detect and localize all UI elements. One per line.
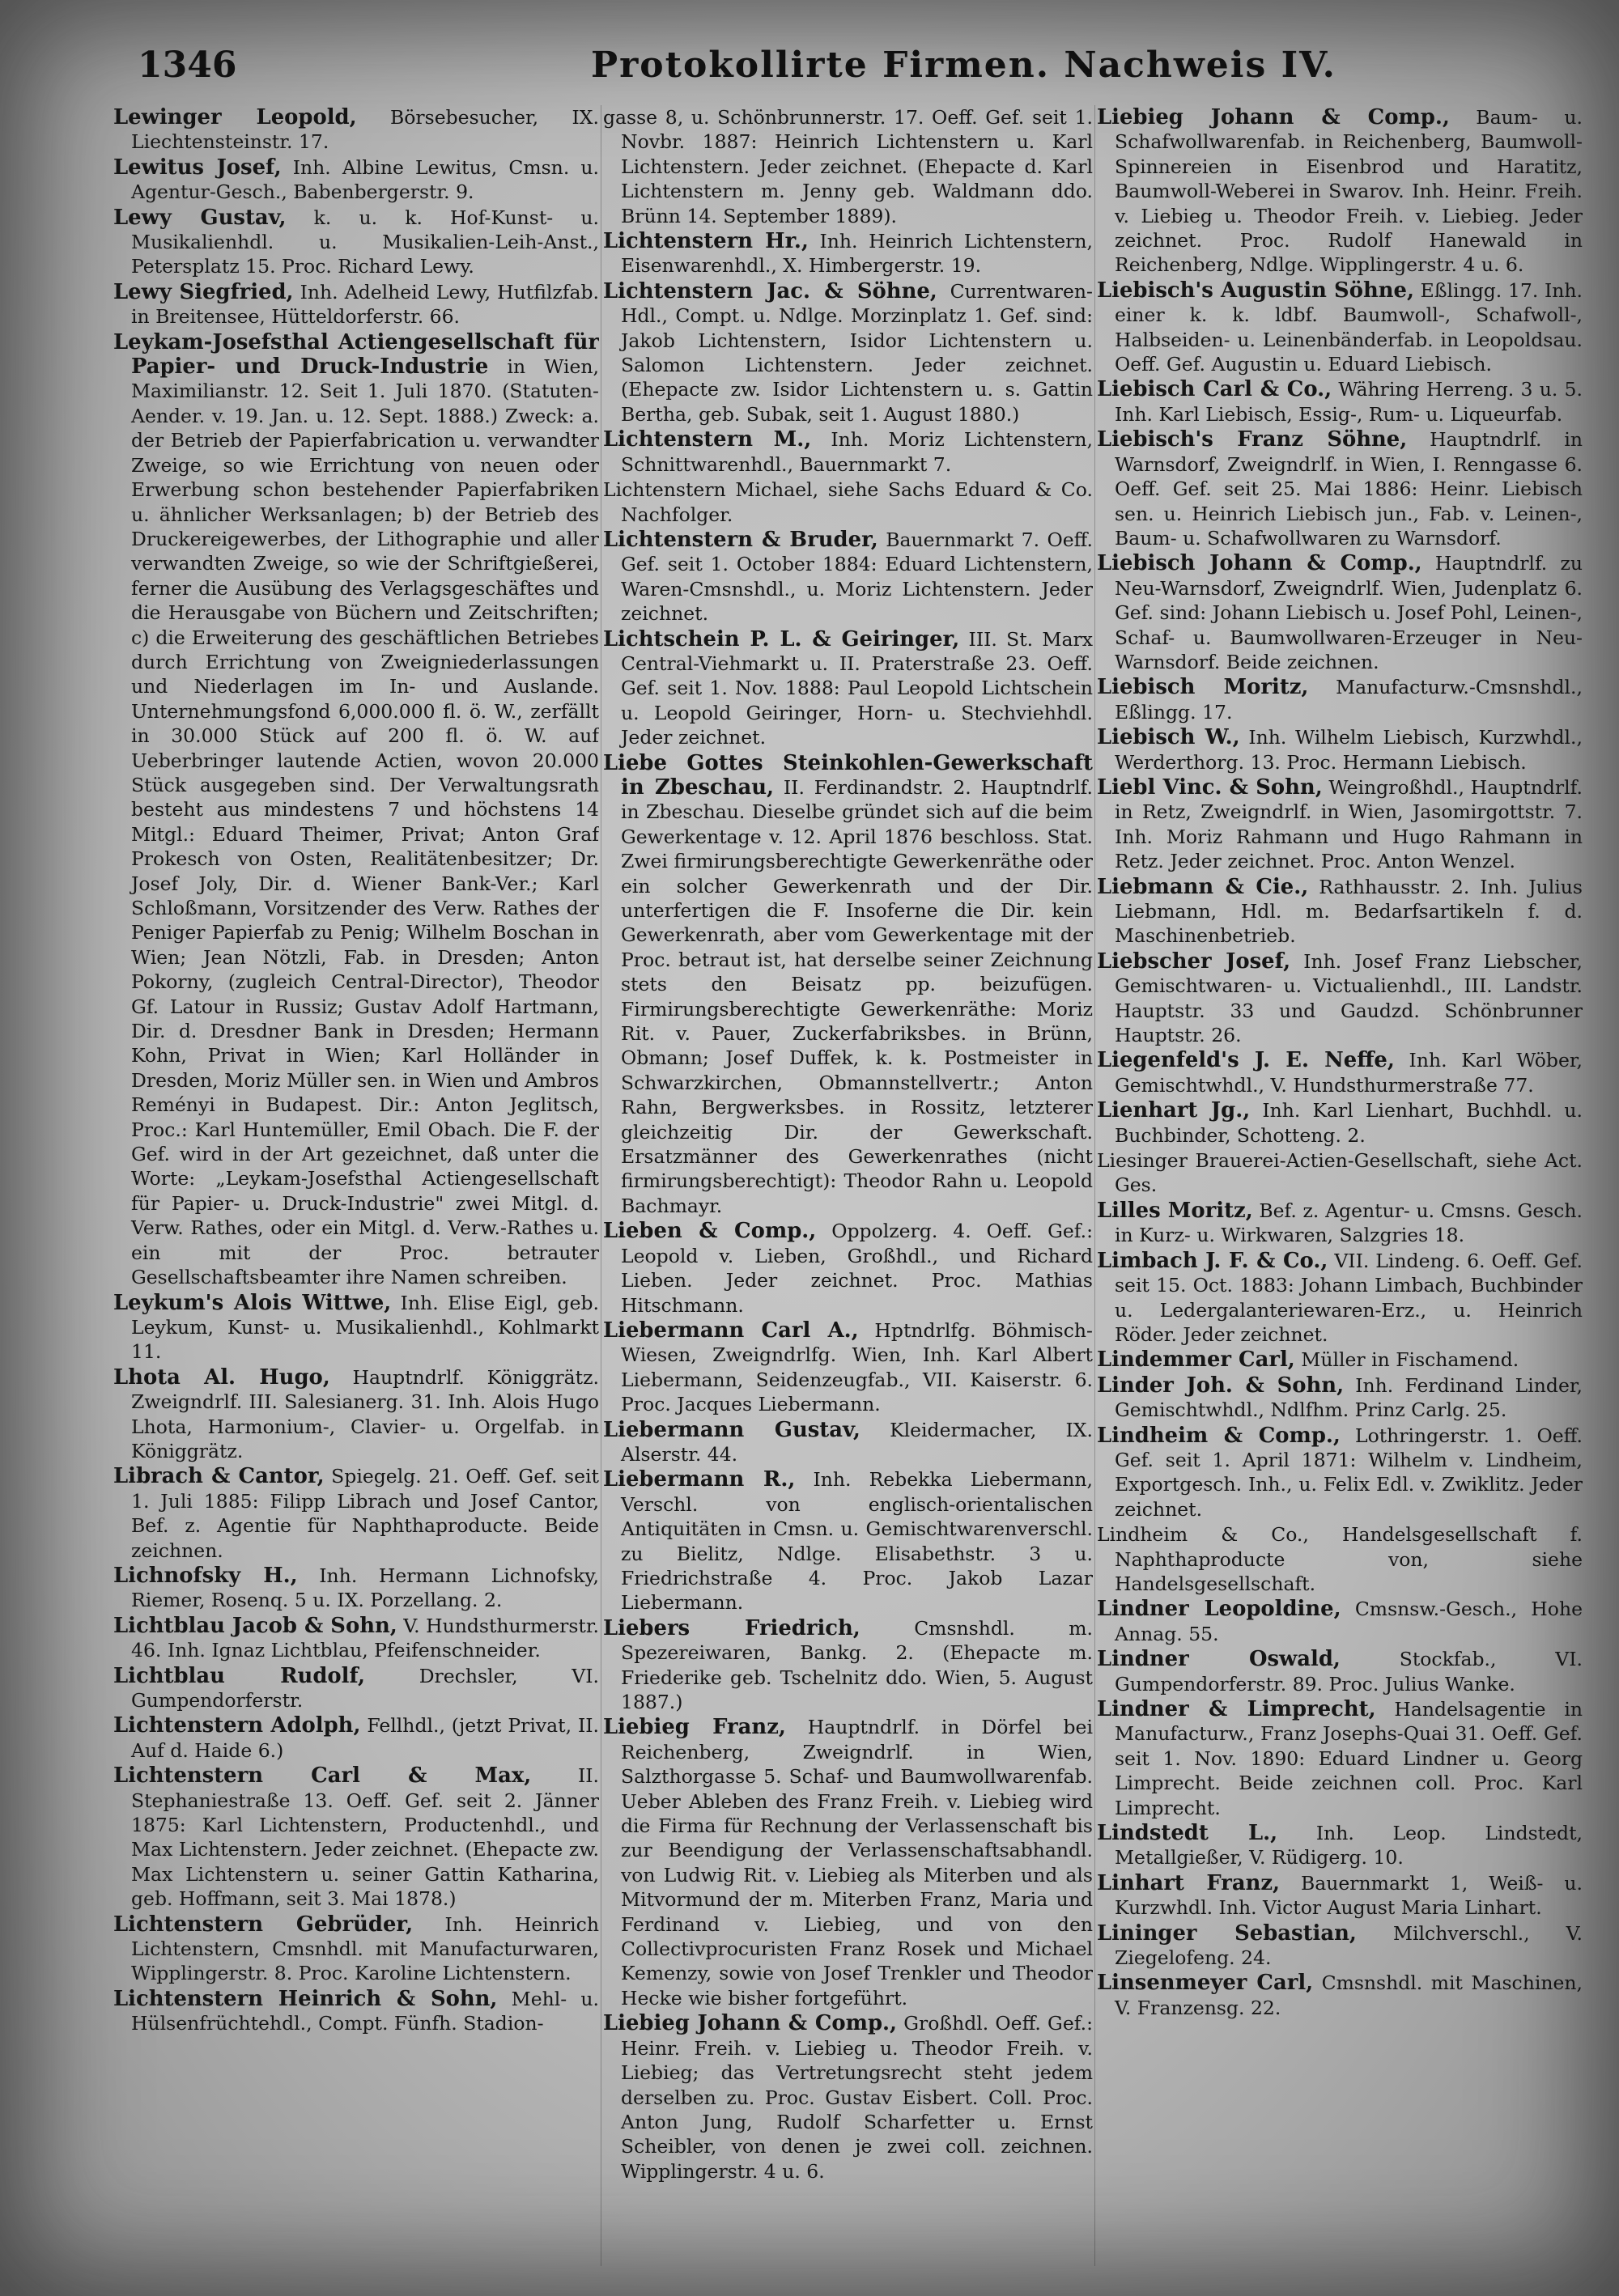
- firm-name: Lichtenstern Carl & Max,: [113, 1763, 532, 1789]
- directory-entry: [1097, 675, 1583, 724]
- firm-details: Eßlingg. 17. Inh. einer k. k. ldbf. Baumwoll-, Schafwoll-, Halbseiden- u. Leinenbänderfab. in Leopoldsau. Oeff. Gef. Augustin u. Eduard Liebisch.: [1115, 278, 1583, 376]
- firm-details: Inh. Rebekka Liebermann, Verschl. von englisch-orientalischen Antiquitäten in Cmsn. u. Gemischtwarenverschl. zu Bielitz, Ndlge. Elisabethstr. 3 u. Friedrichstraße 4. Proc. Jakob Lazar Liebermann.: [621, 1468, 1093, 1615]
- firm-details: Hptndrlfg. Böhmisch-Wiesen, Zweigndrlfg. Wien, Inh. Karl Albert Liebermann, Seidenzeugfab., VII. Kaiserstr. 6. Proc. Jacques Liebermann.: [621, 1318, 1093, 1416]
- firm-name: Lichtenstern M.,: [603, 427, 812, 452]
- firm-name: Liebers Friedrich,: [603, 1615, 860, 1640]
- firm-name: Lichtenstern Hr.,: [603, 229, 809, 254]
- firm-details: Lindheim & Co., Handelsgesellschaft f. Naphthaproducte von, siehe Handelsgesellschaft.: [1097, 1523, 1583, 1595]
- directory-entry: [1097, 1048, 1583, 1097]
- firm-name: Lindner & Limprecht,: [1097, 1697, 1376, 1721]
- directory-entry: [113, 1614, 599, 1663]
- directory-entry: [603, 751, 1093, 1219]
- firm-name: Linder Joh. & Sohn,: [1097, 1373, 1345, 1398]
- firm-details: Fellhdl., (jetzt Privat, II. Auf d. Haide 6.): [131, 1714, 599, 1762]
- firm-details: Inh. Heinrich Lichtenstern, Eisenwarenhdl., X. Himbergerstr. 19.: [621, 230, 1093, 278]
- firm-details: Inh. Moriz Lichtenstern, Schnittwarenhdl., Bauernmarkt 7.: [621, 428, 1093, 476]
- directory-entry: [113, 1763, 599, 1911]
- firm-name: Lichtblau Rudolf,: [113, 1663, 366, 1688]
- firm-name: Liebisch's Augustin Söhne,: [1097, 278, 1414, 303]
- firm-name: Liebermann Gustav,: [603, 1417, 860, 1442]
- firm-details: Rathhausstr. 2. Inh. Julius Liebmann, Hdl. m. Bedarfsartikeln f. d. Maschinenbetrieb.: [1115, 875, 1583, 948]
- directory-entry: [1097, 1597, 1583, 1646]
- directory-entry: [1097, 1347, 1583, 1372]
- firm-details: Cmsnsw.-Gesch., Hohe Annag. 55.: [1115, 1598, 1583, 1645]
- firm-details: Cmsnshdl. m. Spezereiwaren, Bankg. 2. (Ehepacte m. Friederike geb. Tschelnitz ddo. Wien, 5. August 1887.): [621, 1616, 1093, 1713]
- firm-details: Hauptndrlf. zu Neu-Warnsdorf, Zweigndrlf. Wien, Judenplatz 6. Gef. sind: Johann Liebisch u. Josef Pohl, Leinen-, Schaf- u. Baumwollwaren-Erzeuger in Neu-Warnsdorf. Beide zeichnen.: [1115, 552, 1583, 673]
- firm-name: Lininger Sebastian,: [1097, 1920, 1357, 1946]
- directory-entry: [603, 105, 1093, 228]
- directory-entry: [603, 1616, 1093, 1715]
- directory-entry: [603, 1318, 1093, 1417]
- firm-details: Inh. Karl Wöber, Gemischtwhdl., V. Hundsthurmerstraße 77.: [1115, 1049, 1583, 1097]
- firm-name: Lichtenstern Heinrich & Sohn,: [113, 1986, 498, 2011]
- firm-details: Manufacturw.-Cmsnshdl., Eßlingg. 17.: [1115, 676, 1583, 724]
- firm-details: Mehl- u. Hülsenfrüchtehdl., Compt. Fünfh. Stadion-: [131, 1987, 599, 2035]
- directory-entry: [1097, 1148, 1583, 1198]
- firm-name: Lichtblau Jacob & Sohn,: [113, 1613, 397, 1638]
- directory-entry: [1097, 1373, 1583, 1423]
- directory-entry: [603, 477, 1093, 527]
- firm-details: Hauptndrlf. in Warnsdorf, Zweigndrlf. in Wien, I. Renngasse 6. Oeff. Gef. seit 25. Mai 1886: Heinr. Liebisch sen. u. Heinrich Liebisch jun., Fab. v. Leinen-, Baum- u. Schafwollwaren zu Warnsdorf.: [1115, 428, 1583, 550]
- firm-name: Lindner Oswald,: [1097, 1647, 1341, 1672]
- firm-name: Liebisch Carl & Co.,: [1097, 377, 1332, 402]
- firm-details: II. Ferdinandstr. 2. Hauptndrlf. in Zbeschau. Dieselbe gründet sich auf die beim Gewerkentage v. 12. April 1876 beschloss. Stat. Zwei firmirungsberechtigte Gewerkenräthe oder ein solcher Gewerkenrath und der Dir. unterfertigen die F. Insoferne die Dir. kein Gewerkenrath, aber vom Gewerkentage mit der Proc. betraut ist, hat derselbe seiner Zeichnung stets den Beisatz pp. beizufügen. Firmirungsberechtigte Gewerkenräthe: Moriz Rit. v. Pauer, Zuckerfabriksbes. in Brünn, Obmann; Josef Duffek, k. k. Postmeister in Schwarzkirchen, Obmannstellvertr.; Anton Rahn, Bergwerksbes. in Rossitz, letzterer gleichzeitig Dir. der Gewerkschaft. Ersatzmänner des Gewerkenrathes (nicht firmirungsberechtigt): Theodor Rahn u. Leopold Bachmayr.: [621, 775, 1093, 1217]
- directory-entry: [603, 1418, 1093, 1467]
- directory-entry: [603, 2011, 1093, 2184]
- firm-name: Liebisch Johann & Comp.,: [1097, 551, 1422, 576]
- firm-name: Liebisch W.,: [1097, 725, 1240, 750]
- directory-entry: [1097, 1522, 1583, 1596]
- text-column-right: [1097, 105, 1583, 2274]
- directory-entry: [1097, 1971, 1583, 2020]
- firm-name: Liebieg Johann & Comp.,: [603, 2011, 898, 2036]
- directory-entry: [113, 206, 599, 279]
- directory-entry: [1097, 427, 1583, 550]
- firm-details: Inh. Hermann Lichnofsky, Riemer, Rosenq. 5 u. IX. Porzellang. 2.: [131, 1564, 599, 1612]
- firm-name: Liebermann Carl A.,: [603, 1318, 859, 1343]
- directory-entry: [1097, 725, 1583, 775]
- directory-entry: [1097, 1199, 1583, 1248]
- firm-name: Linsenmeyer Carl,: [1097, 1971, 1314, 1996]
- firm-name: Liebisch Moritz,: [1097, 675, 1309, 700]
- firm-details: Bauernmarkt 7. Oeff. Gef. seit 1. October 1884: Eduard Lichtenstern, Waren-Cmsnshdl., u. Moriz Lichtenstern. Jeder zeichnet.: [621, 528, 1093, 626]
- firm-name: Lieben & Comp.,: [603, 1219, 817, 1244]
- directory-entry: [1097, 377, 1583, 427]
- directory-entry: [113, 1291, 599, 1364]
- firm-details: Inh. Karl Lienhart, Buchhdl. u. Buchbinder, Schotteng. 2.: [1115, 1099, 1583, 1147]
- firm-details: Bef. z. Agentur- u. Cmsns. Gesch. in Kurz- u. Wirkwaren, Salzgries 18.: [1115, 1199, 1583, 1247]
- firm-details: V. Hundsthurmerstr. 46. Inh. Ignaz Lichtblau, Pfeifenschneider.: [131, 1614, 599, 1662]
- directory-entry: [603, 1467, 1093, 1615]
- firm-details: Hauptndrlf. Königgrätz. Zweigndrlf. III. Salesianerg. 31. Inh. Alois Hugo Lhota, Harmonium-, Clavier- u. Orgelfab. in Königgrätz.: [131, 1365, 599, 1462]
- firm-name: Lindner Leopoldine,: [1097, 1597, 1341, 1622]
- firm-name: Lindheim & Comp.,: [1097, 1423, 1341, 1448]
- firm-name: Lichtenstern & Bruder,: [603, 527, 878, 552]
- firm-details: Liesinger Brauerei-Actien-Gesellschaft, siehe Act. Ges.: [1097, 1149, 1583, 1197]
- directory-entry: [1097, 1921, 1583, 1971]
- running-title: Protokollirte Firmen. Nachweis IV.: [591, 45, 1336, 86]
- directory-entry: [113, 1987, 599, 2036]
- firm-details: Müller in Fischamend.: [1301, 1348, 1519, 1372]
- directory-entry: [603, 1715, 1093, 2010]
- firm-details: k. u. k. Hof-Kunst- u. Musikalienhdl. u. Musikalien-Leih-Anst., Petersplatz 15. Proc. Richard Lewy.: [131, 206, 599, 278]
- directory-entry: [113, 1713, 599, 1763]
- firm-details: Großhdl. Oeff. Gef.: Heinr. Freih. v. Liebieg u. Theodor Freih. v. Liebieg; das Vertretungsrecht steht jedem derselben zu. Proc. Gustav Eisbert. Coll. Proc. Anton Jung, Rudolf Scharfetter u. Ernst Scheibler, von denen je zwei coll. zeichnen. Wipplingerstr. 4 u. 6.: [621, 2012, 1093, 2183]
- directory-entry: [1097, 1647, 1583, 1696]
- firm-name: Lewinger Leopold,: [113, 105, 357, 129]
- firm-name: Lienhart Jg.,: [1097, 1098, 1251, 1123]
- directory-entry: [1097, 551, 1583, 674]
- firm-details: Milchverschl., V. Ziegelofeng. 24.: [1115, 1921, 1583, 1970]
- directory-entry: [603, 279, 1093, 427]
- firm-details: Lichtenstern Michael, siehe Sachs Eduard & Co. Nachfolger.: [603, 478, 1093, 526]
- firm-name: Liebieg Franz,: [603, 1715, 786, 1740]
- firm-name: Lewy Siegfried,: [113, 279, 294, 304]
- directory-entry: [1097, 105, 1583, 278]
- directory-entry: [113, 1912, 599, 1986]
- firm-details: III. St. Marx Central-Viehmarkt u. II. Praterstraße 23. Oeff. Gef. seit 1. Nov. 1888: Paul Leopold Lichtschein u. Leopold Geiringer, Horn- u. Stechviehhdl. Jeder zeichnet.: [621, 627, 1093, 749]
- column-divider: [1094, 105, 1095, 2266]
- directory-entry: [603, 1219, 1093, 1318]
- firm-details: Inh. Ferdinand Linder, Gemischtwhdl., Ndlfhm. Prinz Carlg. 25.: [1115, 1373, 1583, 1422]
- directory-entry: [603, 528, 1093, 626]
- firm-details: Bauernmarkt 1, Weiß- u. Kurzwhdl. Inh. Victor August Maria Linhart.: [1115, 1871, 1583, 1920]
- directory-entry: [603, 229, 1093, 278]
- firm-name: Lewitus Josef,: [113, 155, 282, 180]
- directory-entry: [1097, 278, 1583, 377]
- firm-details: VII. Lindeng. 6. Oeff. Gef. seit 15. Oct. 1883: Johann Limbach, Buchbinder u. Ledergalanteriewaren-Erz., u. Heinrich Röder. Jeder zeichnet.: [1115, 1249, 1583, 1346]
- firm-name: Lichtenstern Jac. & Söhne,: [603, 278, 937, 303]
- firm-details: Baum- u. Schafwollwarenfab. in Reichenberg, Baumwoll-Spinnereien in Eisenbrod und Haratitz, Baumwoll-Weberei in Swarov. Inh. Heinr. Freih. v. Liebieg u. Theodor Freih. v. Liebieg. Jeder zeichnet. Proc. Rudolf Hanewald in Reichenberg, Ndlge. Wipplingerstr. 4 u. 6.: [1115, 106, 1583, 277]
- directory-entry: [1097, 1098, 1583, 1148]
- firm-name: Liebscher Josef,: [1097, 949, 1291, 974]
- firm-name: Lichtenstern Adolph,: [113, 1713, 361, 1738]
- firm-details: Lothringerstr. 1. Oeff. Gef. seit 1. April 1871: Wilhelm v. Lindheim, Exportgesch. Inh., u. Felix Edl. v. Zwiklitz. Jeder zeichnet.: [1115, 1424, 1583, 1521]
- firm-details: Cmsnshdl. mit Maschinen, V. Franzensg. 22.: [1115, 1971, 1583, 2019]
- directory-entry: [113, 1664, 599, 1713]
- firm-details: Währing Herreng. 3 u. 5. Inh. Karl Liebisch, Essig-, Rum- u. Liqueurfab.: [1115, 378, 1583, 426]
- firm-name: Liebisch's Franz Söhne,: [1097, 427, 1408, 452]
- firm-name: Lewy Gustav,: [113, 205, 287, 230]
- firm-name: Lichnofsky H.,: [113, 1563, 298, 1588]
- firm-details: Inh. Wilhelm Liebisch, Kurzwhdl., Werderthorg. 13. Proc. Hermann Liebisch.: [1115, 726, 1583, 774]
- text-column-middle: [603, 105, 1093, 2274]
- firm-details: Inh. Adelheid Lewy, Hutfilzfab. in Breitensee, Hütteldorferstr. 66.: [131, 280, 599, 329]
- page-header: [138, 45, 1562, 101]
- firm-details: Inh. Josef Franz Liebscher, Gemischtwaren- u. Victualienhdl., III. Landstr. Hauptstr. 33 und Gaudzd. Schönbrunner Hauptstr. 26.: [1115, 949, 1583, 1047]
- directory-entry: [113, 155, 599, 205]
- firm-name: Liebieg Johann & Comp.,: [1097, 105, 1450, 129]
- firm-name: Lhota Al. Hugo,: [113, 1364, 330, 1390]
- directory-entry: [1097, 875, 1583, 949]
- firm-details: Oppolzerg. 4. Oeff. Gef.: Leopold v. Lieben, Großhdl., und Richard Lieben. Jeder zeichnet. Proc. Mathias Hitschmann.: [621, 1220, 1093, 1317]
- directory-entry: [113, 105, 599, 155]
- firm-details: in Wien, Maximilianstr. 12. Seit 1. Juli 1870. (Statuten-Aender. v. 19. Jan. u. 12. Sept. 1888.) Zweck: a. der Betrieb der Papierfabrication u. verwandter Zweige, so wie Errichtung von neuen oder Erwerbung schon bestehender Papierfabriken u. ähnlicher Werksanlagen; b) der Betrieb des Druckereigewerbes, der Lithographie und aller verwandten Zweige, so wie der Schriftgießerei, ferner die Ausübung des Verlagsgeschäftes und die Herausgabe von Büchern und Zeitschriften; c) die Erweiterung des geschäftlichen Betriebes durch Errichtung von Zweigniederlassungen und Niederlagen im In- und Auslande. Unternehmungsfond 6,000.000 fl. ö. W., zerfällt in 30.000 Stück auf 200 fl. ö. W. auf Ueberbringer lautende Actien, wovon 20.000 Stück ausgegeben sind. Der Verwaltungsrath besteht aus mindestens 7 und höchstens 14 Mitgl.: Eduard Theimer, Privat; Anton Graf Prokesch von Osten, Realitätenbesitzer; Dr. Josef Joly, Dir. d. Wiener Bank-Ver.; Karl Schloßmann, Vorsitzender des Verw. Rathes der Peniger Papierfab zu Penig; Wilhelm Boschan in Wien; Jean Nötzli, Fab. in Dresden; Anton Pokorny, (zugleich Central-Director), Theodor Gf. Latour in Russiz; Gustav Adolf Hartmann, Dir. d. Dresdner Bank in Dresden; Hermann Kohn, Privat in Wien; Karl Holländer in Dresden, Moriz Müller sen. in Wien und Ambros Reményi in Budapest. Dir.: Anton Jeglitsch, Proc.: Karl Huntemüller, Emil Obach. Die F. der Gef. wird in der Art gezeichnet, daß unter die Worte: „Leykam-Josefsthal Actiengesellschaft für Papier- u. Druck-Industrie" zwei Mitgl. d. Verw. Rathes, oder ein Mitgl. d. Verw.-Rathes u. ein mit der Proc. betrauter Gesellschaftsbeamter ihre Namen schreiben.: [131, 355, 599, 1289]
- firm-details: Kleidermacher, IX. Alserstr. 44.: [621, 1418, 1093, 1466]
- firm-name: Liebermann R.,: [603, 1467, 796, 1492]
- page-number: 1346: [138, 45, 237, 86]
- directory-entry: [113, 330, 599, 1290]
- firm-name: Lindemmer Carl,: [1097, 1347, 1295, 1373]
- firm-details: Stockfab., VI. Gumpendorferstr. 89. Proc. Julius Wanke.: [1115, 1648, 1583, 1695]
- firm-details: Drechsler, VI. Gumpendorferstr.: [131, 1664, 599, 1712]
- firm-name: Librach & Cantor,: [113, 1464, 325, 1489]
- firm-name: Lilles Moritz,: [1097, 1198, 1253, 1223]
- firm-name: Liebl Vinc. & Sohn,: [1097, 775, 1323, 800]
- firm-details: gasse 8, u. Schönbrunnerstr. 17. Oeff. Gef. seit 1. Novbr. 1887: Heinrich Lichtenstern u. Karl Lichtenstern. Jeder zeichnet. (Ehepacte d. Karl Lichtenstern m. Jenny geb. Waldmann ddo. Brünn 14. September 1889).: [603, 106, 1093, 227]
- firm-name: Liegenfeld's J. E. Neffe,: [1097, 1048, 1395, 1073]
- firm-name: Linhart Franz,: [1097, 1870, 1281, 1895]
- firm-name: Liebmann & Cie.,: [1097, 874, 1309, 899]
- firm-details: Hauptndrlf. in Dörfel bei Reichenberg, Zweigndrlf. in Wien, Salzthorgasse 5. Schaf- und Baumwollwarenfab. Ueber Ableben des Franz Freih. v. Liebieg wird die Firma für Rechnung der Verlassenschaft bis zur Beendigung der Verlassenschaftsabhandl. von Ludwig Rit. v. Liebieg als Miterben und als Mitvormund der m. Miterben Franz, Maria und Ferdinand v. Liebieg, und von den Collectivprocuristen Franz Rosek und Michael Kemenzy, sowie von Josef Trenkler und Theodor Hecke wie bisher fortgeführt.: [621, 1716, 1093, 2010]
- directory-entry: [603, 627, 1093, 750]
- firm-details: Inh. Leop. Lindstedt, Metallgießer, V. Rüdigerg. 10.: [1115, 1822, 1583, 1869]
- firm-name: Lindstedt L.,: [1097, 1821, 1278, 1846]
- firm-details: Spiegelg. 21. Oeff. Gef. seit 1. Juli 1885: Filipp Librach und Josef Cantor, Bef. z. Agentie für Naphthaproducte. Beide zeichnen.: [131, 1465, 599, 1562]
- firm-name: Limbach J. F. & Co.,: [1097, 1248, 1328, 1273]
- firm-details: Currentwaren-Hdl., Compt. u. Ndlge. Morzinplatz 1. Gef. sind: Jakob Lichtenstern, Isidor Lichtenstern u. Salomon Lichtenstern. Jeder zeichnet. (Ehepacte zw. Isidor Lichtenstern u. s. Gattin Bertha, geb. Subak, seit 1. August 1880.): [621, 279, 1093, 426]
- directory-entry: [1097, 949, 1583, 1048]
- firm-name: Liebe Gottes Steinkohlen-Gewerkschaft in Zbeschau,: [603, 750, 1093, 800]
- firm-name: Leykam-Josefsthal Actiengesellschaft für Papier- und Druck-Industrie: [113, 329, 599, 380]
- directory-entry: [1097, 1424, 1583, 1522]
- directory-entry: [603, 427, 1093, 477]
- firm-details: II. Stephaniestraße 13. Oeff. Gef. seit 2. Jänner 1875: Karl Lichtenstern, Productenhdl., und Max Lichtenstern. Jeder zeichnet. (Ehepacte zw. Max Lichtenstern u. seiner Gattin Katharina, geb. Hoffmann, seit 3. Mai 1878.): [131, 1764, 599, 1911]
- firm-details: Weingroßhdl., Hauptndrlf. in Retz, Zweigndrlf. in Wien, Jasomirgottstr. 7. Inh. Moriz Rahmann und Hugo Rahmann in Retz. Jeder zeichnet. Proc. Anton Wenzel.: [1115, 775, 1583, 873]
- firm-name: Lichtschein P. L. & Geiringer,: [603, 626, 960, 651]
- text-column-left: [113, 105, 599, 2274]
- firm-details: Inh. Elise Eigl, geb. Leykum, Kunst- u. Musikalienhdl., Kohlmarkt 11.: [131, 1291, 599, 1364]
- directory-entry: [1097, 1871, 1583, 1920]
- directory-entry: [113, 280, 599, 329]
- firm-name: Lichtenstern Gebrüder,: [113, 1912, 414, 1937]
- firm-details: Inh. Albine Lewitus, Cmsn. u. Agentur-Gesch., Babenbergerstr. 9.: [131, 155, 599, 204]
- directory-entry: [1097, 775, 1583, 874]
- directory-entry: [1097, 1249, 1583, 1347]
- directory-entry: [113, 1464, 599, 1563]
- directory-entry: [113, 1564, 599, 1613]
- firm-name: Leykum's Alois Wittwe,: [113, 1290, 392, 1315]
- firm-details: Börsebesucher, IX. Liechtensteinstr. 17.: [131, 106, 599, 154]
- directory-entry: [1097, 1821, 1583, 1870]
- directory-entry: [1097, 1697, 1583, 1820]
- directory-entry: [113, 1365, 599, 1464]
- firm-details: Inh. Heinrich Lichtenstern, Cmsnhdl. mit Manufacturwaren, Wipplingerstr. 8. Proc. Karoline Lichtenstern.: [131, 1912, 599, 1985]
- firm-details: Handelsagentie in Manufacturw., Franz Josephs-Quai 31. Oeff. Gef. seit 1. Nov. 1890: Eduard Lindner u. Georg Limprecht. Beide zeichnen coll. Proc. Karl Limprecht.: [1115, 1698, 1583, 1819]
